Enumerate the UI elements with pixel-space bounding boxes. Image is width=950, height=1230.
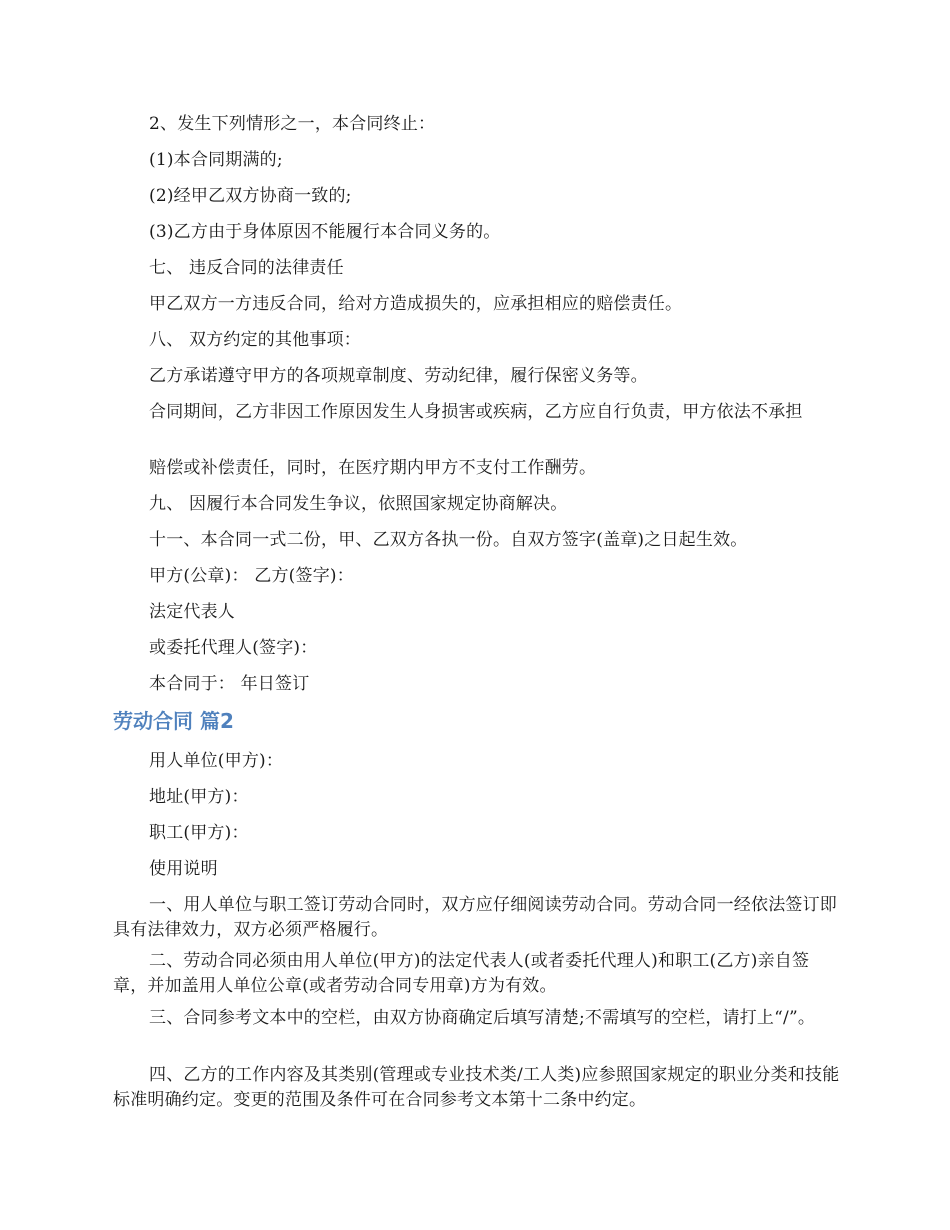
paragraph-section-eleven: 十一、本合同一式二份，甲、乙双方各执一份。自双方签字(盖章)之日起生效。 (149, 530, 748, 550)
paragraph-liability: 甲乙双方一方违反合同，给对方造成损失的，应承担相应的赔偿责任。 (149, 294, 683, 314)
instruction-1: 一、用人单位与职工签订劳动合同时，双方应仔细阅读劳动合同。劳动合同一经依法签订即具有法律效力，双方必须严格履行。 (113, 895, 837, 940)
signature-parties: 甲方(公章)： 乙方(签字)： (149, 566, 354, 586)
field-employer: 用人单位(甲方)： (149, 751, 284, 771)
signature-agent: 或委托代理人(签字)： (149, 638, 318, 658)
instruction-4: 四、乙方的工作内容及其类别(管理或专业技术类/工人类)应参照国家规定的职业分类和技能标准明确约定。变更的范围及条件可在合同参考文本第十二条中约定。 (113, 1065, 840, 1110)
signature-date: 本合同于： 年日签订 (149, 674, 310, 694)
field-address: 地址(甲方)： (149, 787, 249, 807)
instruction-3: 三、合同参考文本中的空栏，由双方协商确定后填写清楚;不需填写的空栏，请打上“/”。 (149, 1008, 816, 1028)
instructions-title: 使用说明 (149, 859, 218, 879)
paragraph-item-3: (3)乙方由于身体原因不能履行本合同义务的。 (149, 222, 501, 242)
section-heading-2: 劳动合同 篇2 (113, 709, 234, 733)
paragraph-item-2: (2)经甲乙双方协商一致的; (149, 186, 352, 206)
paragraph-item-1: (1)本合同期满的; (149, 150, 283, 170)
paragraph-injury: 合同期间，乙方非因工作原因发生人身损害或疾病，乙方应自行负责，甲方依法不承担 (149, 402, 803, 422)
paragraph-section-nine: 九、 因履行本合同发生争议，依照国家规定协商解决。 (149, 494, 568, 514)
field-employee: 职工(甲方)： (149, 823, 249, 843)
signature-legal-rep: 法定代表人 (149, 602, 235, 622)
paragraph-section-seven: 七、 违反合同的法律责任 (149, 258, 344, 278)
paragraph-section-eight: 八、 双方约定的其他事项： (149, 330, 362, 350)
paragraph-obligations: 乙方承诺遵守甲方的各项规章制度、劳动纪律，履行保密义务等。 (149, 366, 648, 386)
instruction-2: 二、劳动合同必须由用人单位(甲方)的法定代表人(或者委托代理人)和职工(乙方)亲自签章，并加盖用人单位公章(或者劳动合同专用章)方为有效。 (113, 951, 810, 996)
paragraph-compensation: 赔偿或补偿责任，同时，在医疗期内甲方不支付工作酬劳。 (149, 458, 597, 478)
paragraph-termination-intro: 2、发生下列情形之一，本合同终止： (149, 114, 436, 134)
